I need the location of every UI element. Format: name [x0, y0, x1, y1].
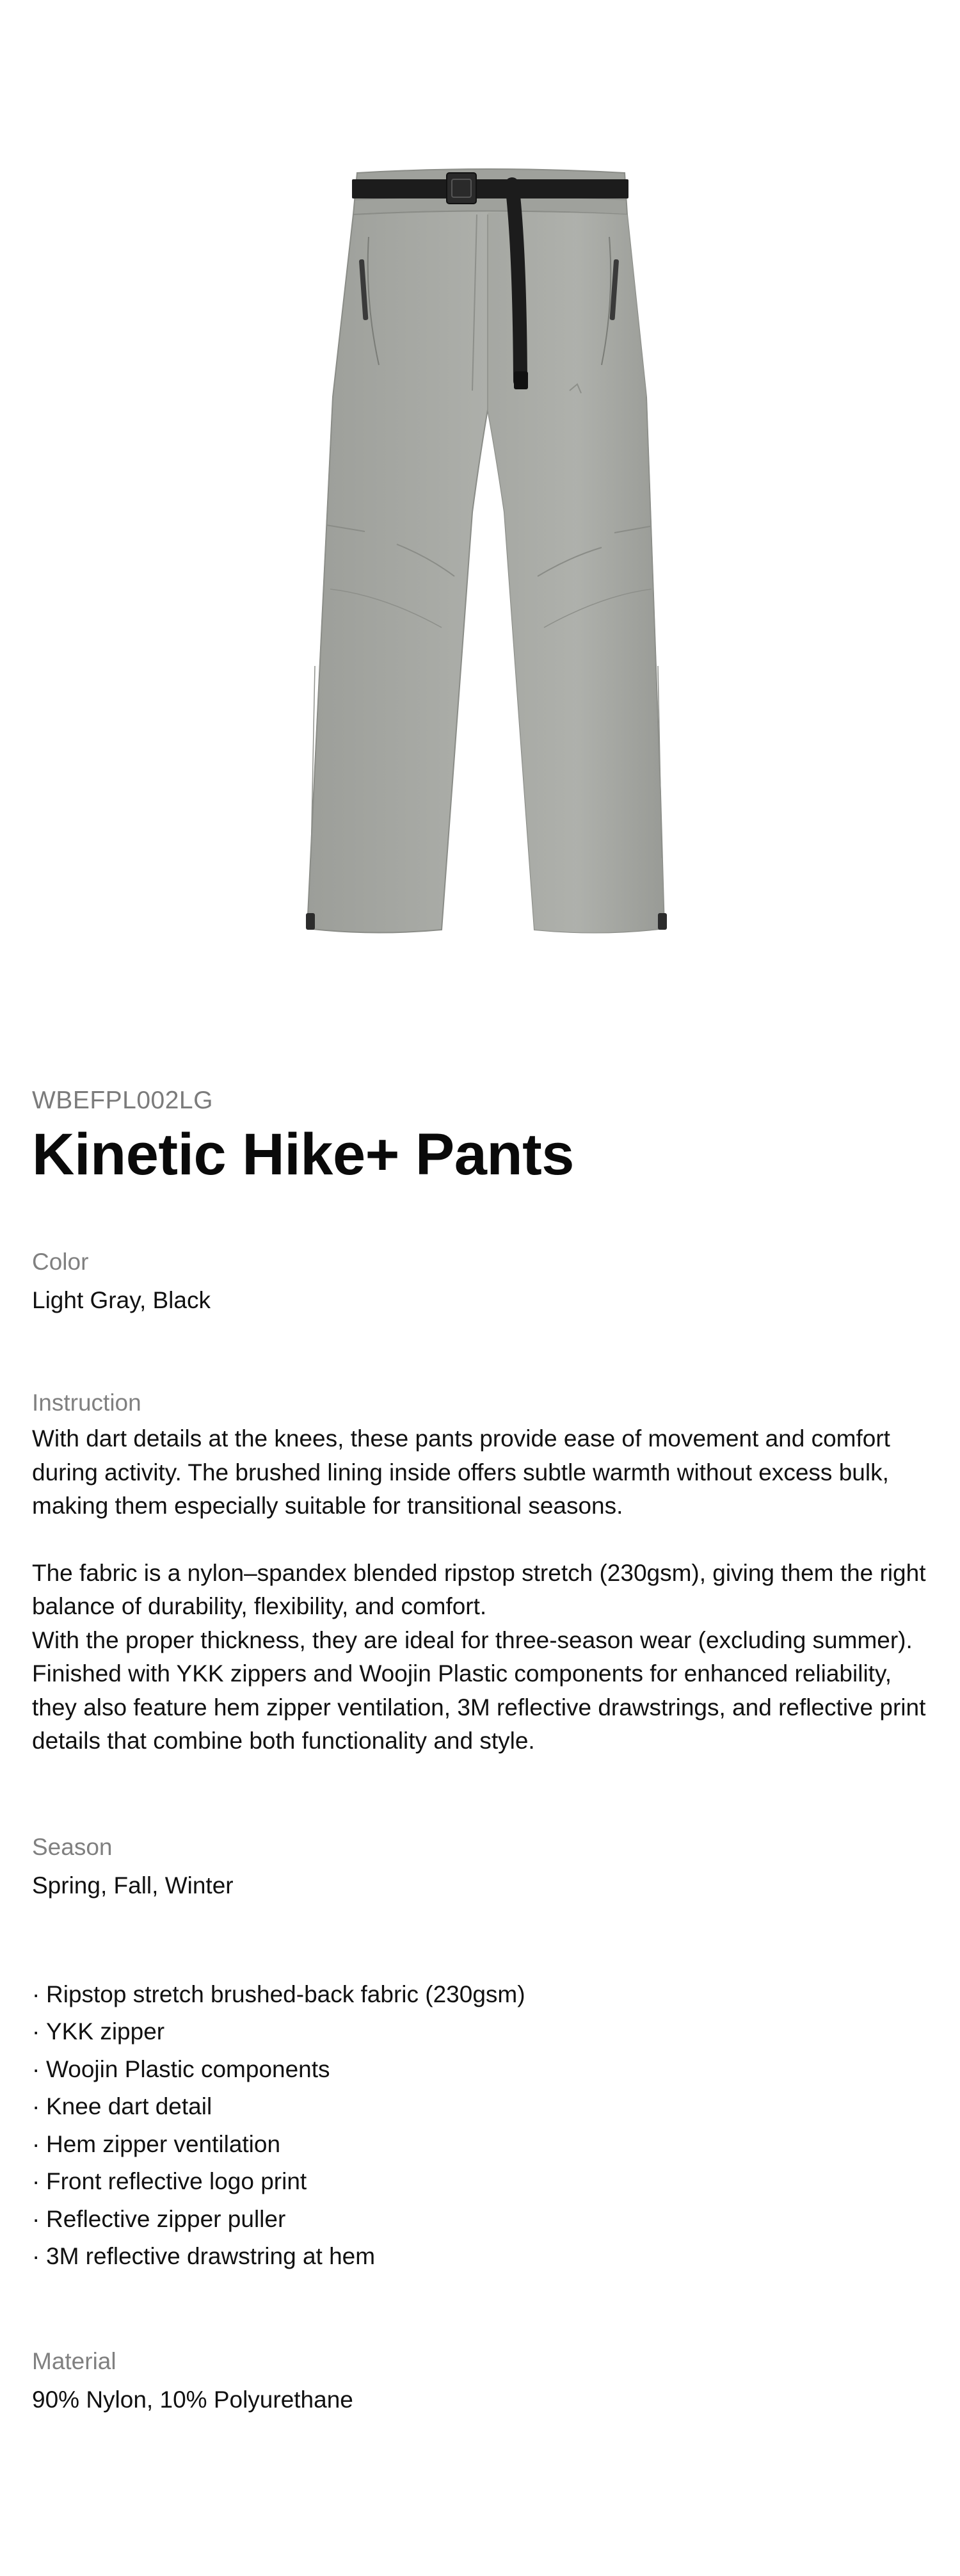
instruction-paragraph-2: The fabric is a nylon–spandex blended ripstop stretch (230gsm), giving them the right balance of durability, flexibility, and comfort.: [32, 1559, 926, 1619]
color-section: [32, 1247, 934, 1317]
feature-list: [32, 1976, 934, 2276]
list-item: [32, 1976, 934, 2014]
feature-text: Hem zipper ventilation: [46, 2130, 281, 2157]
feature-text: Front reflective logo print: [46, 2168, 307, 2194]
list-item: [32, 2126, 934, 2164]
feature-text: Woojin Plastic components: [46, 2055, 330, 2082]
list-item: [32, 2238, 934, 2276]
product-title: Kinetic Hike+ Pants: [32, 1122, 574, 1187]
list-item: [32, 2051, 934, 2089]
material-value: 90% Nylon, 10% Polyurethane: [32, 2386, 353, 2413]
season-value: Spring, Fall, Winter: [32, 1872, 234, 1899]
product-details: [32, 1085, 934, 2417]
instruction-section: [32, 1388, 934, 1758]
list-item: [32, 2201, 934, 2239]
bullet: ·: [32, 2018, 40, 2045]
feature-text: 3M reflective drawstring at hem: [46, 2243, 376, 2269]
material-section: [32, 2346, 934, 2417]
feature-text: Reflective zipper puller: [46, 2205, 286, 2232]
list-item: [32, 2013, 934, 2051]
bullet: ·: [32, 2205, 40, 2232]
bullet: ·: [32, 1981, 40, 2007]
feature-text: Knee dart detail: [46, 2093, 212, 2119]
pants-icon: [269, 154, 704, 960]
bullet: ·: [32, 2055, 40, 2082]
list-item: [32, 2163, 934, 2201]
material-label: Material: [32, 2347, 116, 2374]
instruction-label: Instruction: [32, 1389, 141, 1416]
season-label: Season: [32, 1833, 113, 1860]
bullet: ·: [32, 2130, 40, 2157]
bullet: ·: [32, 2168, 40, 2194]
feature-text: Ripstop stretch brushed-back fabric (230gsm): [46, 1981, 525, 2007]
list-item: [32, 2088, 934, 2126]
season-section: [32, 1832, 934, 1902]
product-sku: WBEFPL002LG: [32, 1087, 213, 1114]
bullet: ·: [32, 2243, 40, 2269]
feature-text: YKK zipper: [46, 2018, 165, 2045]
belt: [352, 179, 628, 198]
instruction-paragraph-3: With the proper thickness, they are ideal for three-season wear (excluding summer). Finished with YKK zippers and Woojin Plastic components for enhanced reliability, they also feature hem zipper ventilation, 3M reflective drawstrings, and reflective print details that combine both functionality and style.: [32, 1626, 926, 1754]
bullet: ·: [32, 2093, 40, 2119]
instruction-paragraph-1: With dart details at the knees, these pants provide ease of movement and comfort during activity. The brushed lining inside offers subtle warmth without excess bulk, making them especially suitable for transitional seasons.: [32, 1425, 890, 1519]
product-image: [269, 154, 704, 960]
color-value: Light Gray, Black: [32, 1287, 211, 1313]
color-label: Color: [32, 1249, 89, 1275]
